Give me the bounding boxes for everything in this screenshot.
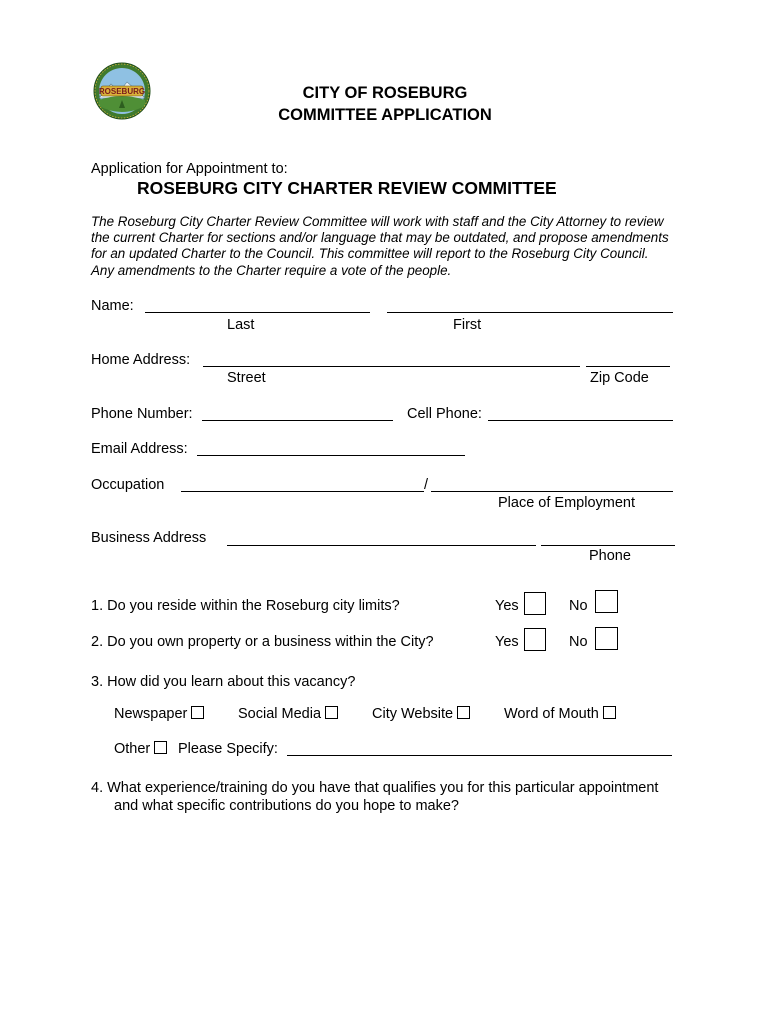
first-name-field[interactable] <box>387 312 673 313</box>
question-4-answer-area[interactable] <box>91 822 681 1002</box>
city-website-checkbox[interactable] <box>457 706 470 719</box>
last-caption: Last <box>227 317 255 333</box>
business-address-field[interactable] <box>227 545 536 546</box>
email-address-label: Email Address: <box>91 441 188 457</box>
occupation-separator: / <box>424 477 429 493</box>
source-social-media-label: Social Media <box>238 706 322 722</box>
cell-phone-label: Cell Phone: <box>407 406 482 422</box>
name-label: Name: <box>91 298 134 314</box>
question-4-line2: and what specific contributions do you hope to make? <box>114 798 459 814</box>
last-name-field[interactable] <box>145 312 370 313</box>
q1-no-label: No <box>569 598 588 614</box>
header-title-line2: COMMITTEE APPLICATION <box>278 106 492 124</box>
occupation-field[interactable] <box>181 491 424 492</box>
home-address-label: Home Address: <box>91 352 191 368</box>
newspaper-checkbox[interactable] <box>191 706 204 719</box>
please-specify-field[interactable] <box>287 755 672 756</box>
phone-number-label: Phone Number: <box>91 406 193 422</box>
first-caption: First <box>453 317 482 333</box>
employment-caption: Place of Employment <box>498 495 636 511</box>
q1-no-checkbox[interactable] <box>595 590 618 613</box>
q1-yes-label: Yes <box>495 598 519 614</box>
q2-yes-label: Yes <box>495 634 519 650</box>
business-phone-caption: Phone <box>589 548 631 564</box>
cell-phone-field[interactable] <box>488 420 673 421</box>
source-word-of-mouth <box>504 706 616 722</box>
source-city-website-label: City Website <box>372 706 454 722</box>
phone-number-field[interactable] <box>202 420 393 421</box>
q2-no-checkbox[interactable] <box>595 627 618 650</box>
header-title-line1: CITY OF ROSEBURG <box>302 84 468 102</box>
source-word-of-mouth-label: Word of Mouth <box>504 706 599 722</box>
q2-yes-checkbox[interactable] <box>524 628 546 651</box>
please-specify-label: Please Specify: <box>178 741 278 757</box>
question-3: 3. How did you learn about this vacancy? <box>91 674 356 690</box>
seal-wordmark: ROSEBURG <box>98 87 146 96</box>
q1-yes-checkbox[interactable] <box>524 592 546 615</box>
business-address-label: Business Address <box>91 530 207 546</box>
employment-field[interactable] <box>431 491 673 492</box>
business-phone-field[interactable] <box>541 545 675 546</box>
description-line: Any amendments to the Charter require a vote of the people. <box>91 262 452 278</box>
source-social-media <box>238 706 338 722</box>
description-line: for an updated Charter to the Council. This committee will report to the Roseburg City Council. <box>91 246 649 262</box>
committee-name: ROSEBURG CITY CHARTER REVIEW COMMITTEE <box>137 178 557 198</box>
q2-no-label: No <box>569 634 588 650</box>
occupation-label: Occupation <box>91 477 165 493</box>
source-other <box>114 741 167 757</box>
description-line: The Roseburg City Charter Review Committee will work with staff and the City Attorney to review <box>91 214 664 229</box>
committee-description <box>91 214 683 279</box>
source-newspaper-label: Newspaper <box>114 706 188 722</box>
application-for-label: Application for Appointment to: <box>91 161 288 177</box>
source-newspaper <box>114 706 204 722</box>
question-4-line1: 4. What experience/training do you have that qualifies you for this particular appointment <box>91 780 659 796</box>
other-label: Other <box>114 741 151 757</box>
social-media-checkbox[interactable] <box>325 706 338 719</box>
zip-caption: Zip Code <box>590 370 649 386</box>
source-city-website <box>372 706 470 722</box>
street-caption: Street <box>227 370 266 386</box>
email-address-field[interactable] <box>197 455 465 456</box>
question-2: 2. Do you own property or a business within the City? <box>91 634 434 650</box>
street-field[interactable] <box>203 366 580 367</box>
question-1: 1. Do you reside within the Roseburg city limits? <box>91 598 400 614</box>
other-checkbox[interactable] <box>154 741 167 754</box>
zip-code-field[interactable] <box>586 366 670 367</box>
description-line: the current Charter for sections and/or language that may be outdated, and propose amendments <box>91 230 669 246</box>
word-of-mouth-checkbox[interactable] <box>603 706 616 719</box>
